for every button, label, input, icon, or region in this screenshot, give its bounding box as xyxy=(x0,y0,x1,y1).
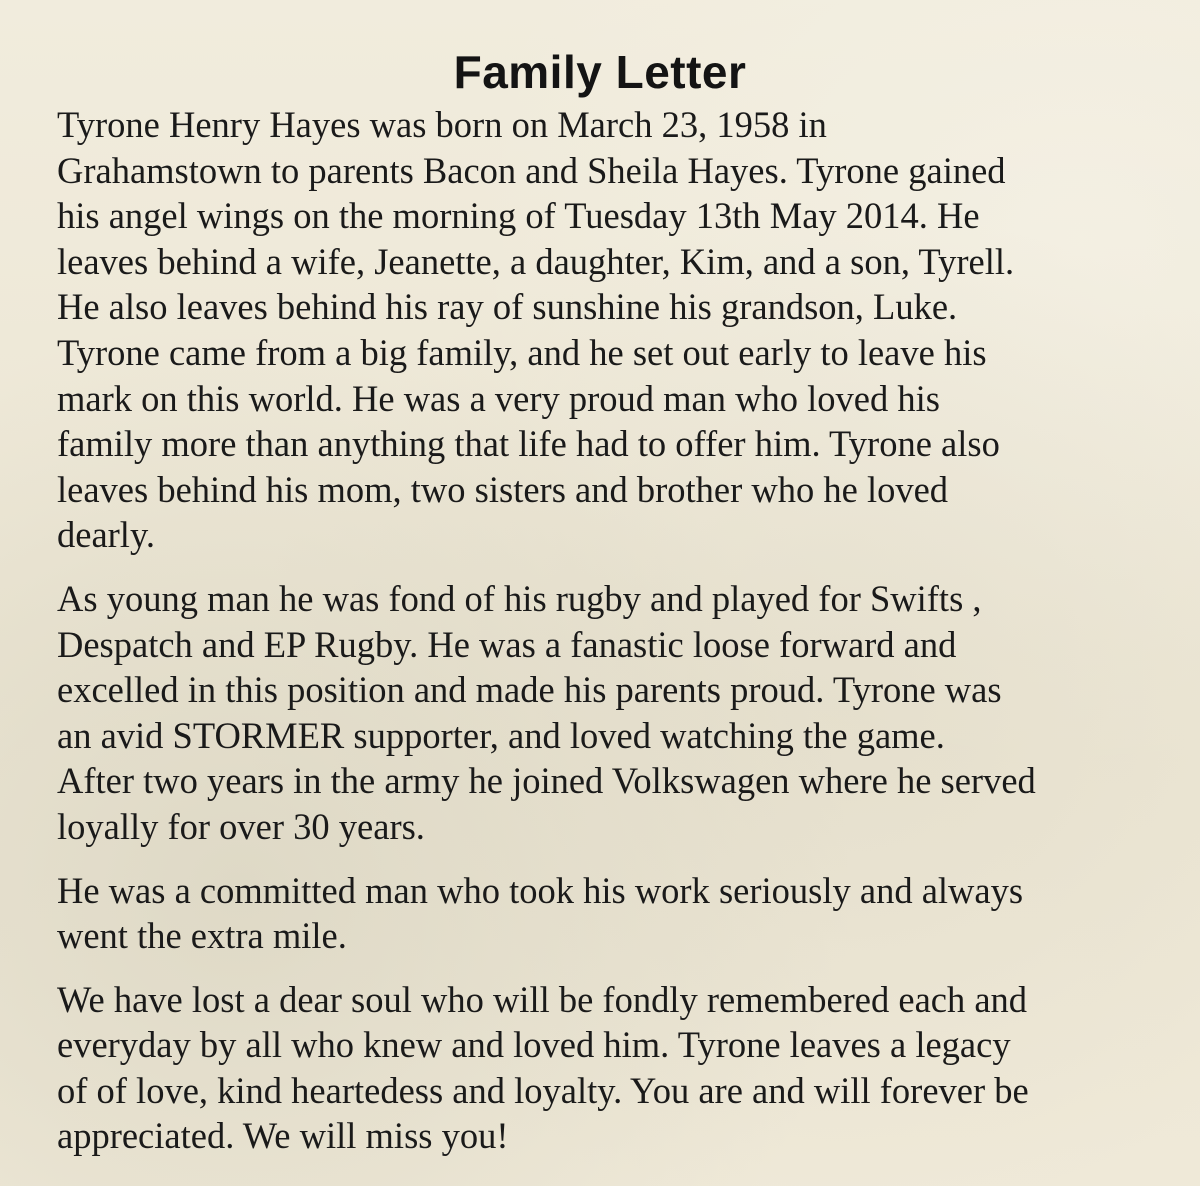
text-line: Tyrone Henry Hayes was born on March 23, 1958 in xyxy=(57,104,827,145)
text-line: Despatch and EP Rugby. He was a fanastic loose forward and xyxy=(57,623,957,665)
text-line: leaves behind his mom, two sisters and brother who he loved xyxy=(57,468,949,510)
text-line: excelled in this position and made his parents proud. Tyrone was xyxy=(57,669,1002,711)
text-line: Grahamstown to parents Bacon and Sheila Hayes. Tyrone gained xyxy=(57,149,1006,191)
text-line: everyday by all who knew and loved him. Tyrone leaves a legacy xyxy=(57,1024,1011,1066)
text-line: his angel wings on the morning of Tuesday 13th May 2014. He xyxy=(57,195,980,237)
text-line: As young man he was fond of his rugby and played for Swifts , xyxy=(57,577,982,619)
text-line: We have lost a dear soul who will be fondly remembered each and xyxy=(57,978,1028,1020)
paragraph-3 xyxy=(57,868,1167,959)
text-line: an avid STORMER supporter, and loved watching the game. xyxy=(57,714,945,756)
text-line: mark on this world. He was a very proud man who loved his xyxy=(57,377,940,419)
paragraph-spacer xyxy=(57,959,1167,977)
text-line: dearly. xyxy=(57,514,155,556)
text-line: He was a committed man who took his work seriously and always xyxy=(57,869,1024,911)
letter-title: Family Letter xyxy=(453,46,747,98)
paragraph-2 xyxy=(57,576,1167,850)
text-line: Tyrone came from a big family, and he set out early to leave his xyxy=(57,331,987,373)
text-line: went the extra mile. xyxy=(57,915,347,957)
text-line: After two years in the army he joined Volkswagen where he served xyxy=(57,760,1036,802)
text-line: He also leaves behind his ray of sunshine his grandson, Luke. xyxy=(57,286,958,328)
text-line: leaves behind a wife, Jeanette, a daughter, Kim, and a son, Tyrell. xyxy=(57,240,1015,282)
text-line: of of love, kind heartedess and loyalty. You are and will forever be xyxy=(57,1069,1029,1111)
paragraph-spacer xyxy=(57,558,1167,576)
text-line: loyally for over 30 years. xyxy=(57,805,425,847)
text-line: appreciated. We will miss you! xyxy=(57,1115,509,1157)
paragraph-1 xyxy=(57,102,1167,558)
letter-body xyxy=(57,102,1167,1159)
paragraph-4 xyxy=(57,977,1167,1159)
text-line: family more than anything that life had to offer him. Tyrone also xyxy=(57,423,1000,465)
paragraph-spacer xyxy=(57,850,1167,868)
